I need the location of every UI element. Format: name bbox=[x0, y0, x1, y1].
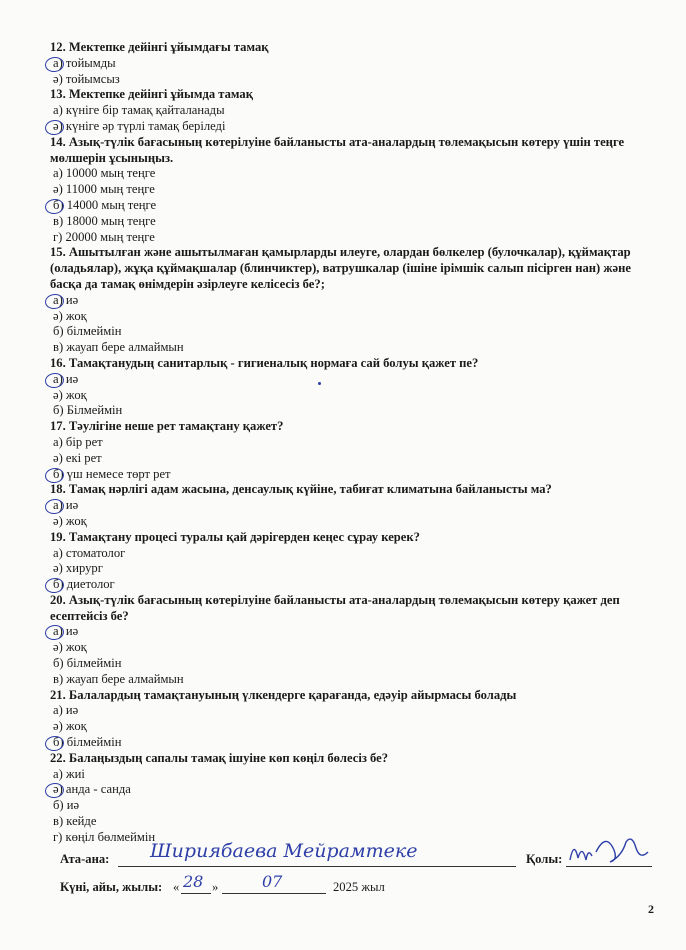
answer-option-text: б) білмеймін bbox=[53, 735, 122, 750]
answer-option-text: ә) жоқ bbox=[53, 513, 87, 528]
answer-option-text: ә) жоқ bbox=[53, 387, 87, 402]
answer-option bbox=[50, 403, 650, 419]
answer-option-text: ә) жоқ bbox=[53, 719, 87, 734]
parent-name-handwriting: Шириябаева Мейрамтеке bbox=[150, 840, 418, 862]
question-text: 20. Азық-түлік бағасының көтерілуіне байланысты ата-аналардың төлемақысын көтеру қажет деп есептейсіз бе? bbox=[50, 592, 620, 623]
date-label: Күні, айы, жылы: bbox=[60, 880, 163, 894]
answer-option-text: б) білмеймін bbox=[53, 324, 122, 339]
answer-option bbox=[50, 451, 650, 467]
question-text: 18. Тамақ нәрлігі адам жасына, денсаулық күйіне, табиғат климатына байланысты ма? bbox=[50, 482, 552, 497]
answer-option bbox=[50, 56, 650, 72]
parent-name-line bbox=[118, 866, 516, 867]
answer-option bbox=[50, 324, 650, 340]
answer-option-text: б) иә bbox=[53, 798, 80, 813]
answer-option bbox=[50, 814, 650, 830]
answer-option bbox=[50, 546, 650, 562]
answer-option bbox=[50, 719, 650, 735]
answer-option-text: а) иә bbox=[53, 498, 79, 513]
pen-circle-mark bbox=[44, 624, 65, 641]
question-text: 16. Тамақтанудың санитарлық - гигиеналық нормаға сай болуы қажет пе? bbox=[50, 355, 479, 370]
question-text: 12. Мектепке дейінгі ұйымдағы тамақ bbox=[50, 40, 269, 54]
answer-option-text: б) білмеймін bbox=[53, 656, 122, 671]
answer-option-text: г) 20000 мың теңге bbox=[53, 229, 155, 244]
question-text: 13. Мектепке дейінгі ұйымда тамақ bbox=[50, 87, 253, 102]
answer-option bbox=[50, 735, 650, 751]
parent-label: Ата-ана: bbox=[60, 852, 110, 866]
answer-option bbox=[50, 577, 650, 593]
ink-dot bbox=[318, 382, 321, 385]
date-month-line bbox=[222, 893, 326, 894]
answer-option bbox=[50, 672, 650, 688]
answer-option bbox=[50, 767, 650, 783]
date-day-handwriting: 28 bbox=[183, 872, 204, 891]
answer-option bbox=[50, 166, 650, 182]
answer-option-text: в) жауап бере алмаймын bbox=[53, 340, 184, 355]
answer-option bbox=[50, 782, 650, 798]
answer-option bbox=[50, 388, 650, 404]
answer-option bbox=[50, 514, 650, 530]
pen-circle-mark bbox=[44, 735, 65, 752]
date-open-quote: « bbox=[173, 880, 180, 894]
answer-option-text: в) кейде bbox=[53, 814, 97, 829]
answer-option bbox=[50, 561, 650, 577]
signature-label: Қолы: bbox=[526, 852, 563, 866]
question-text: 15. Ашытылған және ашытылмаған қамырларды илеуге, олардан бөлкелер (булочкалар), құймақтар (оладьялар), жұқа құймақшалар (блинчиктер), ватрушкалар (ішіне ірімшік салып пісірген нан) және басқа да тамақ өнімдерін әзірлеуге келісесіз бе?; bbox=[50, 245, 631, 291]
answer-option-text: а) иә bbox=[53, 703, 79, 718]
answer-option-text: а) иә bbox=[53, 624, 79, 639]
pen-circle-mark bbox=[44, 577, 65, 594]
answer-option-text: ә) жоқ bbox=[53, 640, 87, 655]
date-month-handwriting: 07 bbox=[262, 872, 283, 891]
answer-option-text: а) тойымды bbox=[53, 55, 116, 70]
answer-option-text: ә) анда - санда bbox=[53, 782, 131, 797]
answer-option-text: а) жиі bbox=[53, 766, 85, 781]
answer-option-text: в) 18000 мың теңге bbox=[53, 213, 156, 228]
page-number: 2 bbox=[648, 902, 654, 916]
answer-option bbox=[50, 72, 650, 88]
answer-option-text: б) үш немесе төрт рет bbox=[53, 466, 171, 481]
answer-option bbox=[50, 103, 650, 119]
answer-option-text: ә) күнiге әр түрлі тамақ беріледі bbox=[53, 118, 226, 133]
pen-circle-mark bbox=[44, 498, 65, 515]
answer-option bbox=[50, 340, 650, 356]
answer-option bbox=[50, 309, 650, 325]
signature-scribble bbox=[566, 830, 656, 870]
answer-option bbox=[50, 624, 650, 640]
question-text: 17. Тәулігіне неше рет тамақтану қажет? bbox=[50, 419, 284, 434]
pen-circle-mark bbox=[44, 782, 65, 799]
answer-option bbox=[50, 640, 650, 656]
question-text: 19. Тамақтану процесі туралы қай дәрігерден кеңес сұрау керек? bbox=[50, 529, 420, 544]
answer-option bbox=[50, 372, 650, 388]
date-day-line bbox=[181, 893, 211, 894]
answer-option-text: ә) хирург bbox=[53, 561, 103, 576]
answer-option bbox=[50, 119, 650, 135]
answer-option bbox=[50, 182, 650, 198]
answer-option bbox=[50, 798, 650, 814]
answer-option-text: ә) екі рет bbox=[53, 450, 102, 465]
answer-option bbox=[50, 498, 650, 514]
answer-option-text: ә) тойымсыз bbox=[53, 71, 120, 86]
date-close-quote: » bbox=[212, 880, 219, 894]
answer-option bbox=[50, 467, 650, 483]
answer-option-text: г) көңіл бөлмеймін bbox=[53, 829, 156, 844]
answer-option bbox=[50, 293, 650, 309]
answer-option-text: б) 14000 мың теңге bbox=[53, 197, 157, 212]
answer-option-text: а) бір рет bbox=[53, 434, 103, 449]
pen-circle-mark bbox=[44, 198, 65, 215]
answer-option-text: б) Білмеймін bbox=[53, 403, 123, 418]
answer-option bbox=[50, 435, 650, 451]
answer-option-text: а) иә bbox=[53, 371, 79, 386]
answer-option-text: б) диетолог bbox=[53, 577, 115, 592]
answer-option bbox=[50, 703, 650, 719]
question-text: 21. Балалардың тамақтануының үлкендерге қарағанда, едәуір айырмасы болады bbox=[50, 687, 517, 702]
answer-option-text: в) жауап бере алмаймын bbox=[53, 671, 184, 686]
answer-option-text: а) күнiге бір тамақ қайталанады bbox=[53, 103, 225, 118]
answer-option bbox=[50, 214, 650, 230]
answer-option bbox=[50, 656, 650, 672]
answer-option-text: ә) 11000 мың теңге bbox=[53, 182, 155, 197]
answer-option-text: а) иә bbox=[53, 292, 79, 307]
answer-option-text: ә) жоқ bbox=[53, 308, 87, 323]
answer-option bbox=[50, 230, 650, 246]
questionnaire-body bbox=[50, 40, 650, 846]
date-year: 2025 жыл bbox=[333, 880, 385, 894]
question-text: 22. Балаңыздың сапалы тамақ ішуіне көп көңіл бөлесіз бе? bbox=[50, 750, 389, 765]
question-text: 14. Азық-түлік бағасының көтерілуіне байланысты ата-аналардың төлемақысын көтеру үшін теңге мөлшерін ұсыныңыз. bbox=[50, 134, 625, 165]
answer-option bbox=[50, 198, 650, 214]
answer-option-text: а) 10000 мың теңге bbox=[53, 166, 156, 181]
answer-option-text: а) стоматолог bbox=[53, 545, 126, 560]
pen-circle-mark bbox=[44, 119, 65, 136]
